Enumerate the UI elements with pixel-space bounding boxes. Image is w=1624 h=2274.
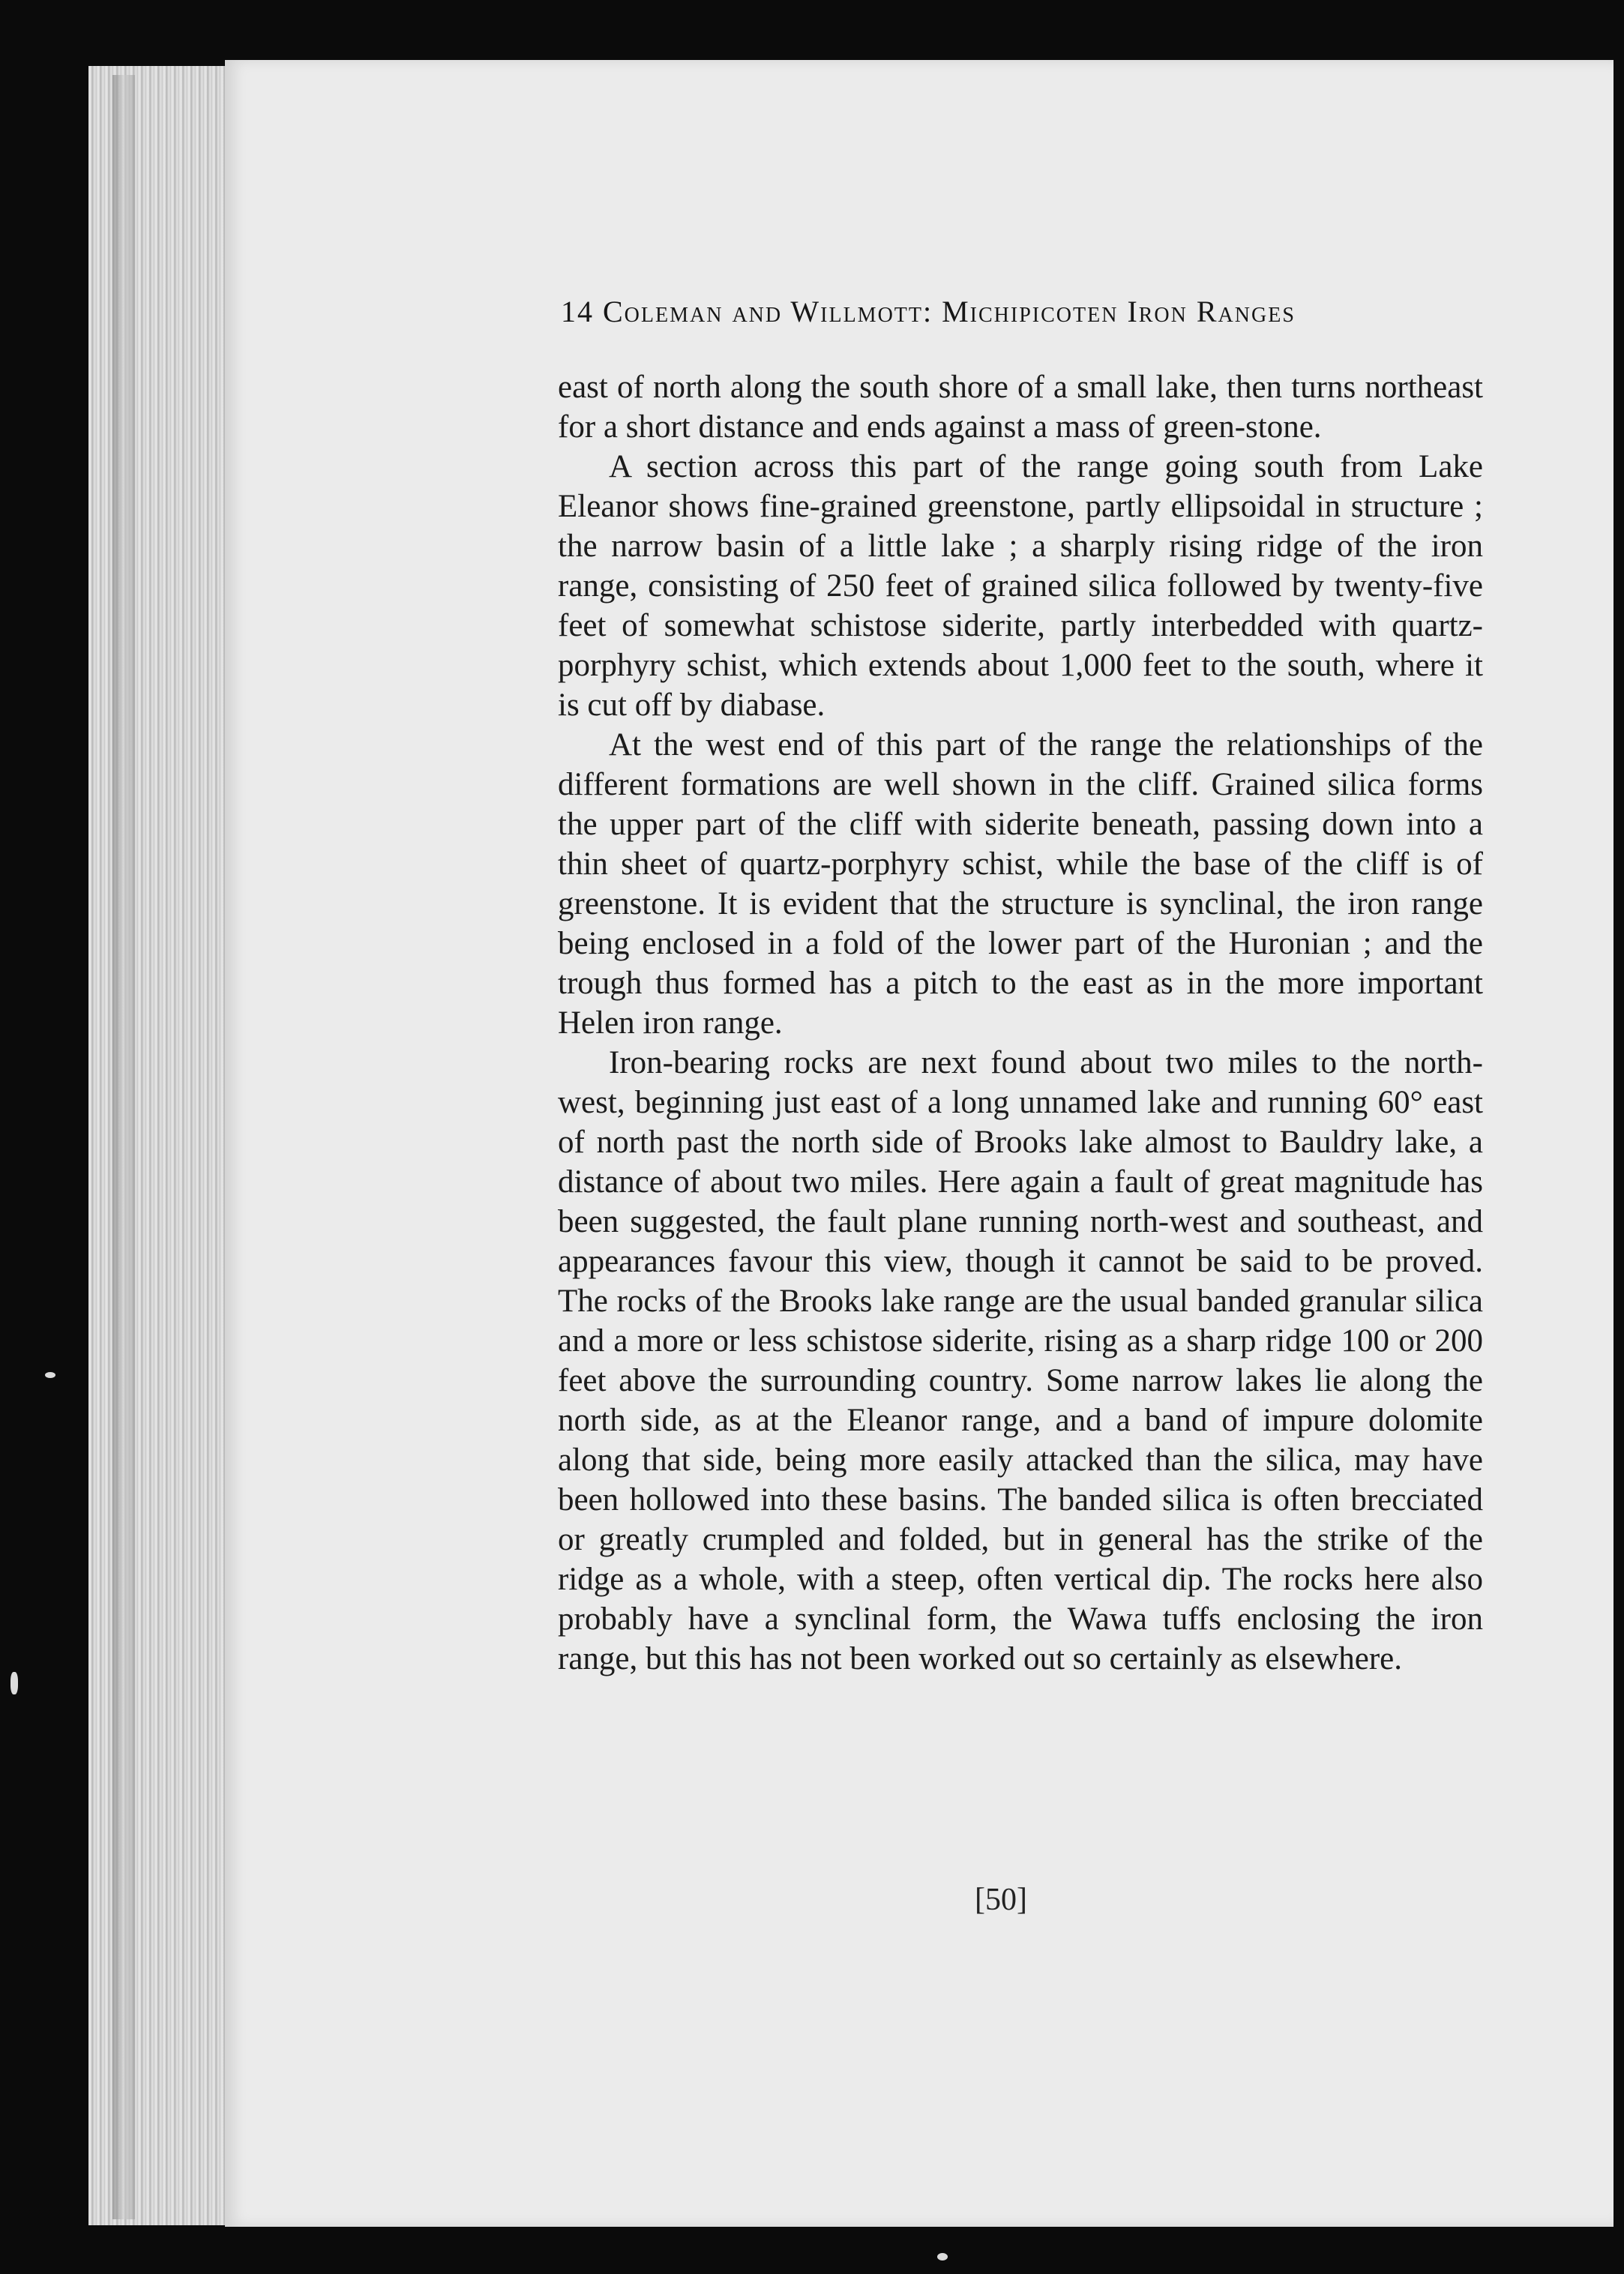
scan-speck xyxy=(45,1372,55,1378)
binding-shadow xyxy=(112,75,135,2219)
paragraph-4: Iron-bearing rocks are next found about two miles to the north-west, beginning just east of a long unnamed lake and running 60° east of north past the north side of Brooks lake almost to Bauldry lake, a distance of about two miles. Here again a fault of great magnitude has been suggested, the fault plane running north-west and southeast, and appearances favour this view, though it cannot be said to be proved. The rocks of the Brooks lake range are the usual banded granular silica and a more or less schistose siderite, rising as a sharp ridge 100 or 200 feet above the surrounding country. Some narrow lakes lie along the north side, as at the Eleanor range, and a band of impure dolomite along that side, being more easily attacked than the silica, may have been hollowed into these basins. The banded silica is often brecciated or greatly crumpled and folded, but in general has the strike of the ridge as a whole, with a steep, often vertical dip. The rocks here also probably have a synclinal form, the Wawa tuffs enclosing the iron range, but this has not been worked out so certainly as elsewhere. xyxy=(558,1045,1483,1676)
scan-speck xyxy=(10,1672,18,1694)
page-folio: [50] xyxy=(975,1883,1027,1917)
body-text xyxy=(558,367,1483,1679)
running-head: 14 Coleman and Willmott: Michipicoten Iron Ranges xyxy=(561,295,1296,328)
scan-speck xyxy=(937,2253,948,2261)
page-edges xyxy=(88,66,238,2225)
paragraph-2: A section across this part of the range going south from Lake Eleanor shows fine-grained greenstone, partly ellipsoidal in structure ; the narrow basin of a little lake ; a sharply rising ridge of the iron range, consisting of 250 feet of grained silica followed by twenty-five feet of somewhat schistose siderite, partly interbedded with quartz-porphyry schist, which extends about 1,000 feet to the south, where it is cut off by diabase. xyxy=(558,449,1483,723)
paragraph-1: east of north along the south shore of a small lake, then turns northeast for a short distance and ends against a mass of green-stone. xyxy=(558,370,1483,445)
paragraph-3: At the west end of this part of the range the relationships of the different formations are well shown in the cliff. Grained silica forms the upper part of the cliff with siderite beneath, passing down into a thin sheet of quartz-porphyry schist, while the base of the cliff is of greenstone. It is evident that the structure is synclinal, the iron range being enclosed in a fold of the lower part of the Huronian ; and the trough thus formed has a pitch to the east as in the more important Helen iron range. xyxy=(558,727,1483,1041)
